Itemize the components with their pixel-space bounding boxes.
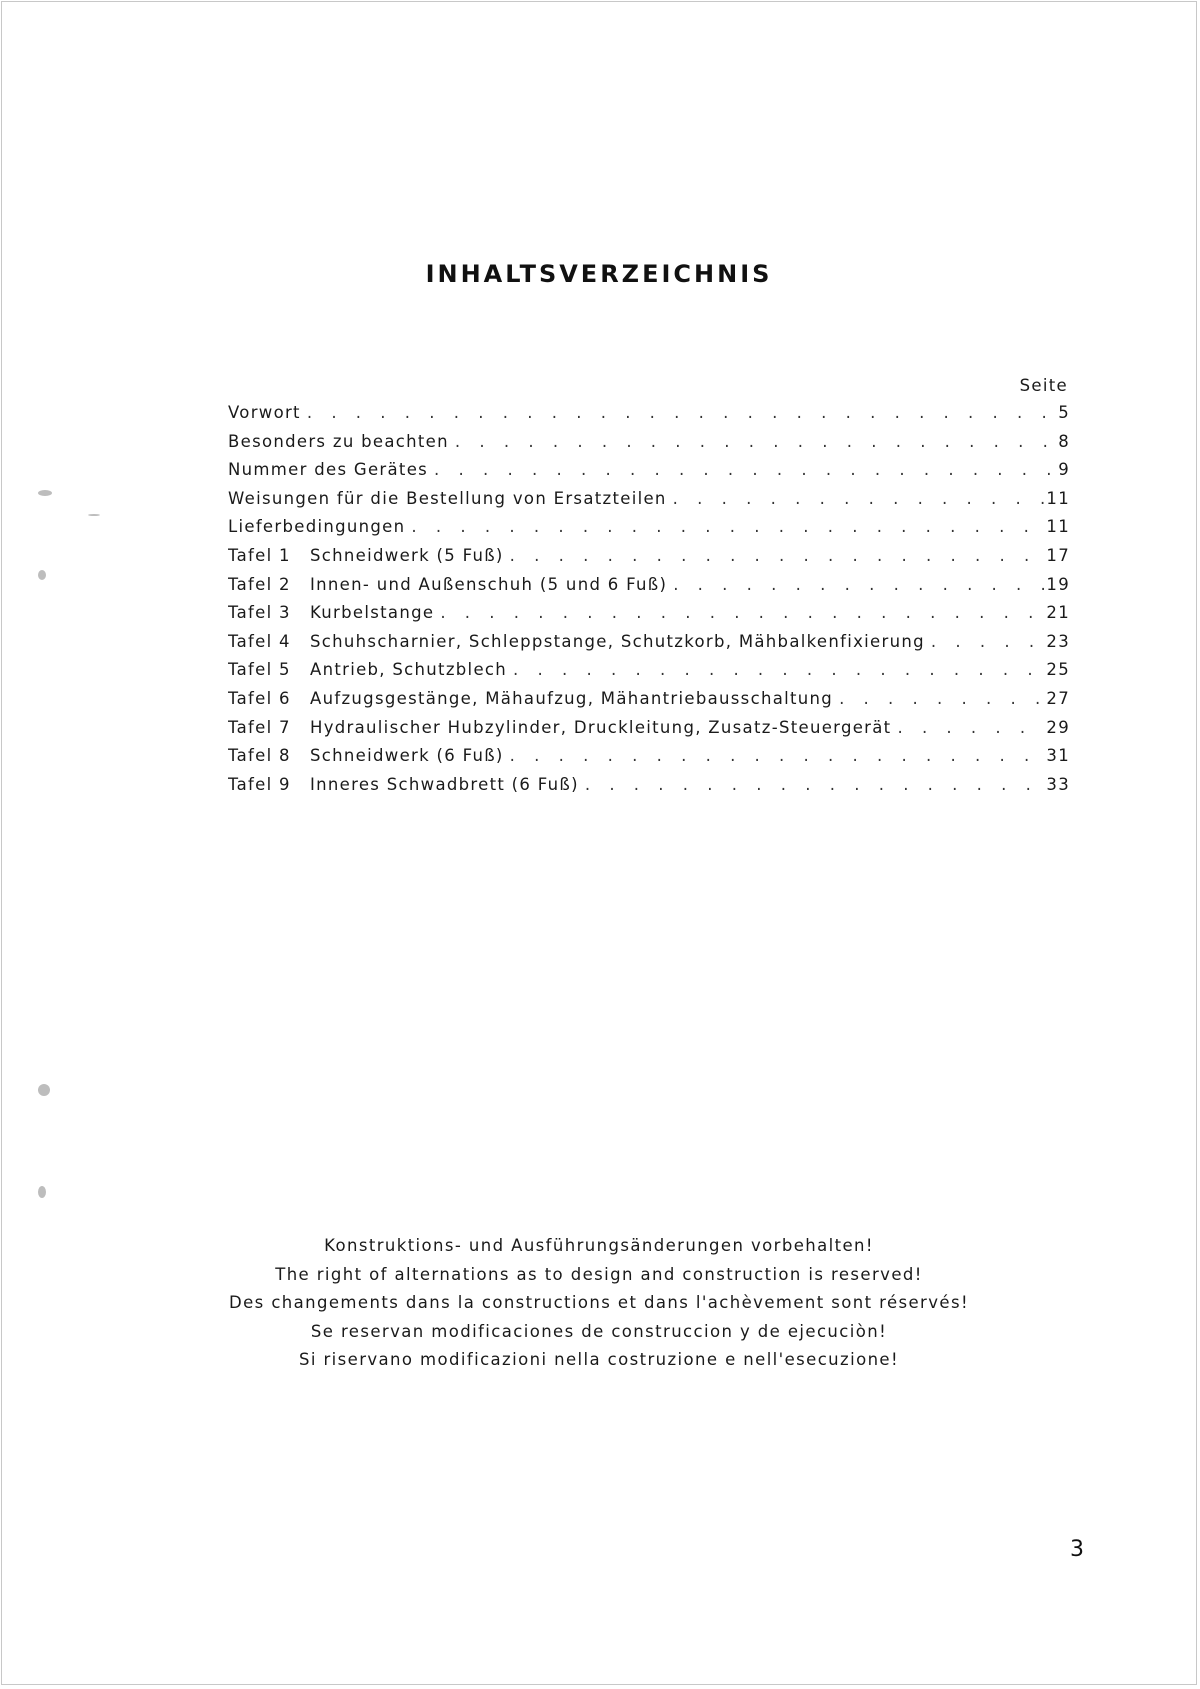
toc-row bbox=[228, 742, 1070, 771]
tafel-number: Tafel 1 bbox=[228, 545, 291, 565]
dot-leader bbox=[667, 485, 1047, 514]
toc-page-number: 5 bbox=[1058, 403, 1070, 422]
scan-speck bbox=[38, 570, 46, 580]
toc-page-number: 17 bbox=[1046, 545, 1070, 565]
toc-row bbox=[228, 571, 1070, 600]
dot-leader bbox=[667, 571, 1046, 600]
seite-column-header: Seite bbox=[1019, 376, 1068, 395]
dot-leader bbox=[405, 513, 1046, 542]
toc-entry-label: Inneres Schwadbrett (6 Fuß) bbox=[310, 774, 579, 794]
tafel-number: Tafel 7 bbox=[228, 717, 291, 737]
dot-leader bbox=[434, 599, 1046, 628]
toc-row bbox=[228, 628, 1070, 657]
toc-entry-label: Hydraulischer Hubzylinder, Druckleitung, Zusatz-Steuergerät bbox=[310, 717, 892, 737]
toc-page-number: 21 bbox=[1046, 603, 1070, 623]
document-page bbox=[1, 1, 1197, 1685]
dot-leader bbox=[925, 628, 1047, 657]
tafel-number: Tafel 2 bbox=[228, 574, 291, 594]
toc-entry-label: Schneidwerk (5 Fuß) bbox=[310, 545, 504, 565]
dot-leader bbox=[507, 656, 1046, 685]
toc-page-number: 29 bbox=[1046, 717, 1070, 737]
tafel-number: Tafel 5 bbox=[228, 660, 291, 680]
toc-row bbox=[228, 428, 1070, 457]
dot-leader bbox=[449, 428, 1052, 457]
toc-entry-label: Besonders zu beachten bbox=[228, 431, 449, 451]
notice-line-italian: Si riservano modificazioni nella costruzione e nell'esecuzione! bbox=[298, 1350, 899, 1370]
dot-leader bbox=[891, 714, 1046, 743]
toc-row bbox=[228, 399, 1070, 428]
toc-page-number: 25 bbox=[1046, 660, 1070, 680]
tafel-number: Tafel 6 bbox=[228, 688, 291, 708]
toc-page-number: 11 bbox=[1046, 517, 1070, 537]
toc-entry-label: Innen- und Außenschuh (5 und 6 Fuß) bbox=[310, 574, 668, 594]
notice-line-french: Des changements dans la constructions et dans l'achèvement sont réservés! bbox=[229, 1293, 969, 1313]
notice-line-english: The right of alternations as to design and construction is reserved! bbox=[275, 1264, 923, 1284]
scan-speck bbox=[88, 514, 100, 516]
toc-entry-label: Kurbelstange bbox=[310, 603, 435, 623]
toc-page-number: 9 bbox=[1058, 460, 1070, 480]
toc-page-number: 19 bbox=[1046, 574, 1070, 594]
scan-speck bbox=[38, 490, 52, 496]
toc-page-number: 23 bbox=[1046, 631, 1070, 651]
toc-row bbox=[228, 656, 1070, 685]
toc-entry-label: Weisungen für die Bestellung von Ersatzteilen bbox=[228, 488, 667, 508]
toc-page-number: 27 bbox=[1046, 688, 1070, 708]
toc-entry-label: Antrieb, Schutzblech bbox=[310, 660, 508, 680]
dot-leader bbox=[504, 742, 1047, 771]
dot-leader bbox=[428, 456, 1052, 485]
dot-leader bbox=[301, 399, 1052, 428]
toc-entry-label: Nummer des Gerätes bbox=[228, 460, 429, 480]
toc-page-number: 31 bbox=[1046, 746, 1070, 766]
notice-line-german: Konstruktions- und Ausführungsänderungen vorbehalten! bbox=[324, 1236, 874, 1255]
dot-leader bbox=[504, 542, 1047, 571]
tafel-number: Tafel 8 bbox=[228, 746, 291, 766]
tafel-number: Tafel 3 bbox=[228, 603, 291, 623]
toc-row bbox=[228, 513, 1070, 542]
toc-row bbox=[228, 542, 1070, 571]
table-of-contents bbox=[228, 372, 1070, 799]
dot-leader bbox=[833, 685, 1046, 714]
toc-entry-label: Aufzugsgestänge, Mähaufzug, Mähantriebausschaltung bbox=[310, 688, 834, 708]
scan-speck bbox=[38, 1186, 46, 1198]
page-number: 3 bbox=[1070, 1537, 1084, 1562]
toc-row bbox=[228, 456, 1070, 485]
dot-leader bbox=[579, 771, 1047, 800]
tafel-number: Tafel 4 bbox=[228, 631, 291, 651]
toc-row bbox=[228, 599, 1070, 628]
page-title: INHALTSVERZEICHNIS bbox=[425, 260, 773, 288]
notice-line-spanish: Se reservan modificaciones de construccion y de ejecuciòn! bbox=[310, 1321, 888, 1341]
tafel-number: Tafel 9 bbox=[228, 774, 291, 794]
toc-page-number: 33 bbox=[1046, 774, 1070, 794]
toc-row bbox=[228, 685, 1070, 714]
toc-row bbox=[228, 771, 1070, 800]
toc-row bbox=[228, 714, 1070, 743]
reservation-notice bbox=[2, 1232, 1196, 1375]
toc-entry-label: Lieferbedingungen bbox=[228, 517, 406, 537]
toc-page-number: 8 bbox=[1058, 431, 1070, 451]
toc-row bbox=[228, 485, 1070, 514]
toc-entry-label: Schneidwerk (6 Fuß) bbox=[310, 746, 504, 766]
toc-entry-label: Vorwort bbox=[228, 403, 301, 422]
toc-entry-label: Schuhscharnier, Schleppstange, Schutzkorb, Mähbalkenfixierung bbox=[310, 631, 925, 651]
toc-page-number: 11 bbox=[1046, 488, 1070, 508]
scan-speck bbox=[38, 1084, 50, 1096]
